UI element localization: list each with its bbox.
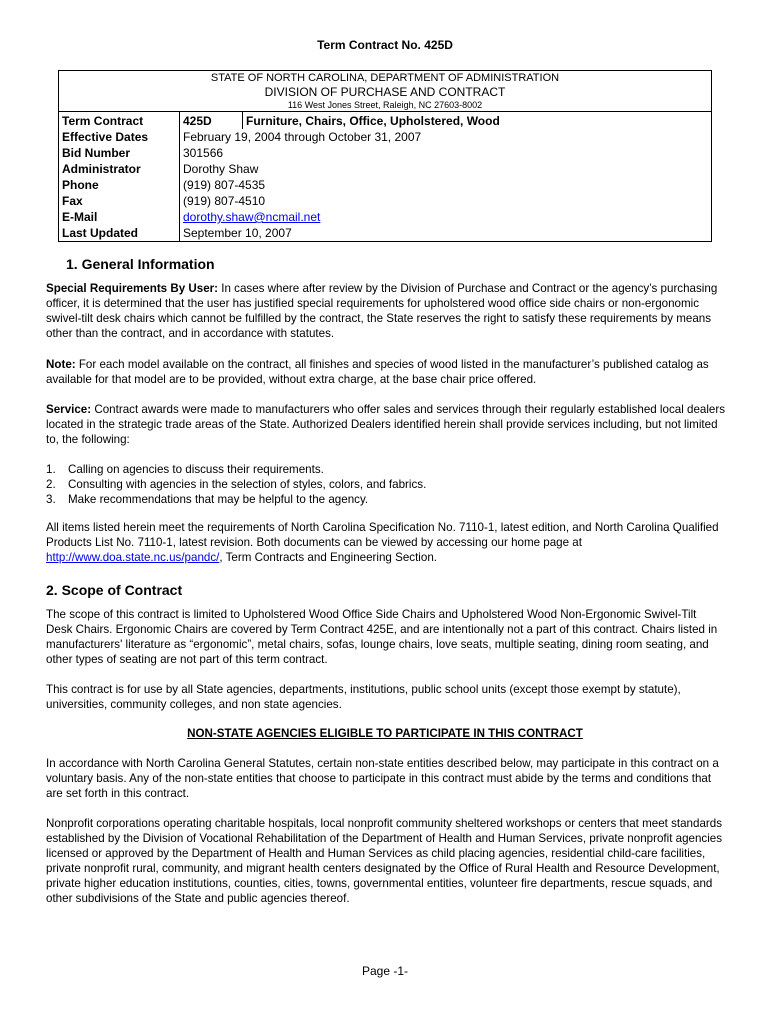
page-number: Page -1- xyxy=(361,964,409,978)
fax-value: (919) 807-4510 xyxy=(180,193,712,209)
scope-paragraph: The scope of this contract is limited to Upholstered Wood Office Side Chairs and Upholstered Wood Non-Ergonomic Swivel-Tilt Desk Chairs. Ergonomic Chairs are covered by Term Contract 425E, and are intentionally not a part of this contract. Chairs listed in manufacturers' literature as “ergonomic”, metal chairs, sofas, lounge chairs, love seats, multiple seating, dining room seating, and other types of seating are not part of this term contract. xyxy=(46,608,718,666)
non-state-agencies-heading: NON-STATE AGENCIES ELIGIBLE TO PARTICIPATE IN THIS CONTRACT xyxy=(187,727,583,740)
special-requirements-label: Special Requirements By User: xyxy=(46,282,219,295)
use-paragraph: This contract is for use by all State agencies, departments, institutions, public school units (except those exempt by statute), universities, community colleges, and non state agencies. xyxy=(46,683,681,711)
bid-number-row xyxy=(59,145,712,161)
note-label: Note: xyxy=(46,358,76,371)
agency-header xyxy=(59,71,712,112)
term-contract-label: Term Contract xyxy=(59,112,180,130)
phone-value: (919) 807-4535 xyxy=(180,177,712,193)
administrator-label: Administrator xyxy=(59,161,180,177)
note-paragraph xyxy=(46,357,726,387)
list-item-number: 2. xyxy=(46,478,56,491)
agency-address-line: 116 West Jones Street, Raleigh, NC 27603-8002 xyxy=(287,100,483,110)
administrator-row xyxy=(59,161,712,177)
scope-of-contract-heading: 2. Scope of Contract xyxy=(46,582,183,598)
phone-row xyxy=(59,177,712,193)
pandc-homepage-link[interactable]: http://www.doa.state.nc.us/pandc/ xyxy=(46,551,220,564)
document-title: Term Contract No. 425D xyxy=(317,38,453,52)
specification-tail: , Term Contracts and Engineering Section. xyxy=(219,551,437,564)
general-information-heading: 1. General Information xyxy=(66,256,215,272)
effective-dates-row xyxy=(59,129,712,145)
bid-number-value: 301566 xyxy=(180,145,712,161)
email-row xyxy=(59,209,712,225)
fax-row xyxy=(59,193,712,209)
note-text: For each model available on the contract, all finishes and species of wood listed in the manufacturer’s published catalog as available for that model are to be provided, without extra charge, at the base chair price offered. xyxy=(46,358,709,386)
non-state-paragraph: In accordance with North Carolina General Statutes, certain non-state entities described below, may participate in this contract on a voluntary basis. Any of the non-state entities that choose to participate in this contract must abide by the terms and conditions that are set forth in this contract. xyxy=(46,757,719,800)
service-list xyxy=(46,462,726,507)
list-item-text: Consulting with agencies in the selection of styles, colors, and fabrics. xyxy=(68,478,427,491)
list-item-number: 3. xyxy=(46,493,56,506)
email-label: E-Mail xyxy=(59,209,180,225)
fax-label: Fax xyxy=(59,193,180,209)
phone-label: Phone xyxy=(59,177,180,193)
last-updated-row xyxy=(59,225,712,242)
agency-header-row xyxy=(59,71,712,112)
term-contract-number: 425D xyxy=(180,112,243,130)
agency-division-line: DIVISION OF PURCHASE AND CONTRACT xyxy=(264,85,506,99)
list-item xyxy=(46,462,726,477)
list-item-text: Make recommendations that may be helpful to the agency. xyxy=(68,493,369,506)
term-contract-title: Furniture, Chairs, Office, Upholstered, Wood xyxy=(243,112,712,130)
effective-dates-label: Effective Dates xyxy=(59,129,180,145)
contract-info-table xyxy=(58,70,712,242)
service-text: Contract awards were made to manufacturers who offer sales and services through their regularly established local dealers located in the strategic trade areas of the State. Authorized Dealers identified herein shall provide services including, but not limited to, the following: xyxy=(46,403,726,446)
agency-state-line: STATE OF NORTH CAROLINA, DEPARTMENT OF ADMINISTRATION xyxy=(210,72,560,84)
email-cell xyxy=(180,209,712,225)
service-label: Service: xyxy=(46,403,92,416)
nonprofit-paragraph: Nonprofit corporations operating charitable hospitals, local nonprofit community sheltered workshops or centers that meet standards established by the Division of Vocational Rehabilitation of the Department of Health and Human Services, private nonprofit agencies licensed or approved by the Department of Health and Human Services as child placing agencies, residential child-care facilities, private nonprofit rural, community, and migrant health centers designated by the Office of Rural Health and Resource Development, private higher education institutions, counties, cities, towns, governmental entities, volunteer fire departments, rescue squads, and other subdivisions of the State and public agencies thereof. xyxy=(46,817,723,905)
list-item xyxy=(46,477,726,492)
administrator-value: Dorothy Shaw xyxy=(180,161,712,177)
list-item xyxy=(46,492,726,507)
special-requirements-paragraph xyxy=(46,281,726,341)
effective-dates-value: February 19, 2004 through October 31, 2007 xyxy=(180,129,712,145)
specification-text: All items listed herein meet the requirements of North Carolina Specification No. 7110-1, latest edition, and North Carolina Qualified Products List No. 7110-1, latest revision. Both documents can be viewed by accessing our home page at xyxy=(46,521,719,549)
specification-paragraph xyxy=(46,520,726,565)
service-paragraph xyxy=(46,402,726,447)
email-link[interactable]: dorothy.shaw@ncmail.net xyxy=(183,210,321,224)
bid-number-label: Bid Number xyxy=(59,145,180,161)
last-updated-value: September 10, 2007 xyxy=(180,225,712,242)
special-requirements-text: In cases where after review by the Division of Purchase and Contract or the agency’s purchasing officer, it is determined that the user has justified special requirements for upholstered wood office side chairs or non-ergonomic swivel-tilt desk chairs which cannot be fulfilled by the contract, the State reserves the right to satisfy these requirements by means other than the contract, and in accordance with statutes. xyxy=(46,282,718,340)
list-item-number: 1. xyxy=(46,463,56,476)
last-updated-label: Last Updated xyxy=(59,225,180,242)
term-contract-row xyxy=(59,112,712,130)
list-item-text: Calling on agencies to discuss their requirements. xyxy=(68,463,324,476)
